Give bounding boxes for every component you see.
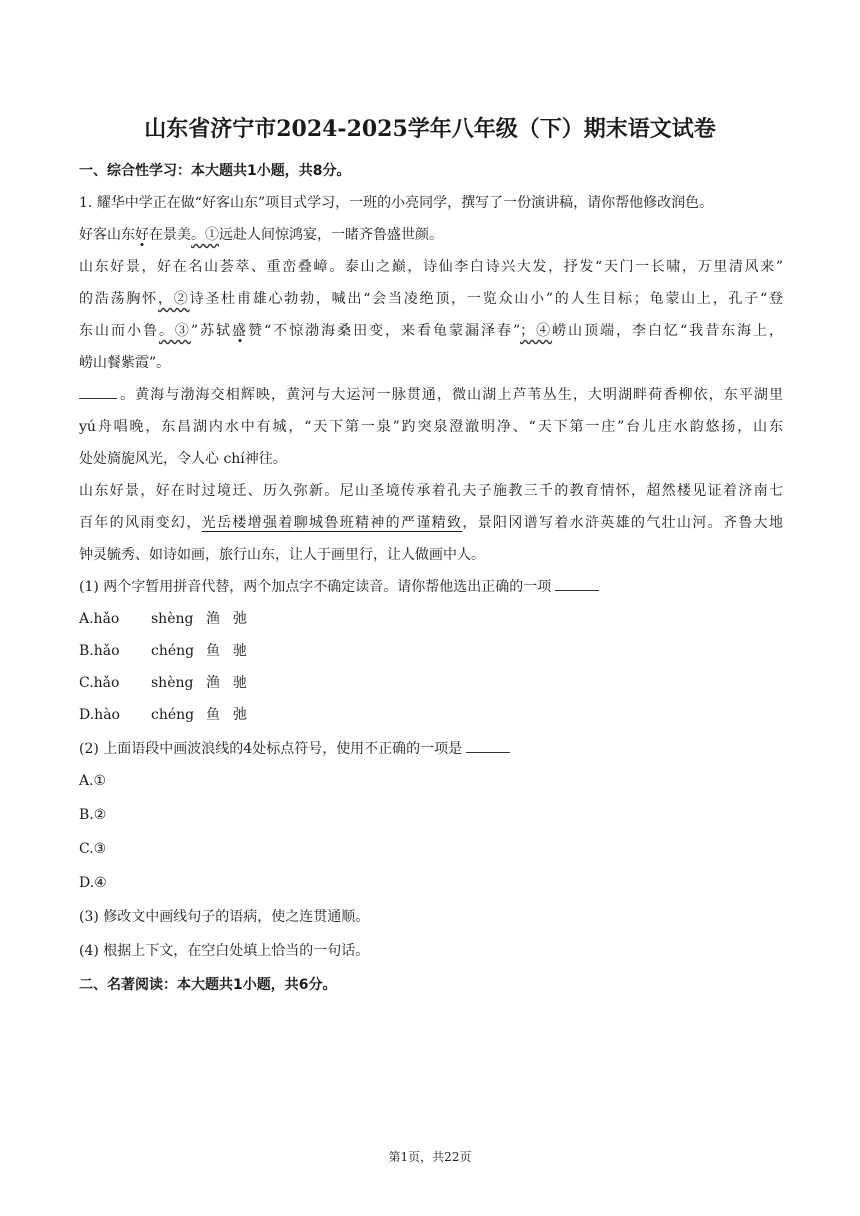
text-span: 东山而小鲁 <box>79 323 159 339</box>
text-span: 好客山东 <box>79 227 135 243</box>
passage-line <box>79 283 783 315</box>
passage-line: 山东好景，好在时过境迁、历久弥新。尼山圣境传承着孔夫子施教三千的教育情怀，超然楼见证着济南七 <box>79 483 783 499</box>
passage-line: yú舟唱晚，东昌湖内水中有城，“天下第一泉”趵突泉澄澈明净、“天下第一庄”台儿庄水韵悠扬，山东 <box>79 419 783 435</box>
option-row-b[interactable] <box>79 635 783 667</box>
section-heading-2: 二、名著阅读：本大题共1小题，共6分。 <box>79 977 337 993</box>
text-span: 诗圣杜甫雄心勃勃，喊出“会当凌绝顶，一览众山小”的人生目标；龟蒙山上，孔子“登 <box>189 291 784 307</box>
option-text: chéng <box>151 643 195 659</box>
option-text: 驰 <box>233 643 247 659</box>
option-b[interactable]: B.② <box>79 807 107 823</box>
passage-line: 崂山餐紫霞”。 <box>79 355 171 371</box>
text-span: 崂山顶端，李白忆“我昔东海上， <box>552 323 784 339</box>
passage-line <box>79 219 783 251</box>
text-span: 赞“不惊渤海桑田变，来看龟蒙漏泽春” <box>248 323 521 339</box>
option-d[interactable]: D.④ <box>79 875 107 891</box>
passage-line: 山东好景，好在名山荟萃、重峦叠嶂。泰山之巅，诗仙李白诗兴大发，抒发“天门一长啸，万里清风来” <box>79 259 783 275</box>
text-span: ，景阳冈谱写着水浒英雄的气壮山河。齐鲁大地 <box>462 515 784 531</box>
option-row-d[interactable] <box>79 699 783 731</box>
passage-line: 钟灵毓秀、如诗如画，旅行山东，让人于画里行，让人做画中人。 <box>79 547 485 563</box>
text-span: 。黄海与渤海交相辉映，黄河与大运河一脉贯通，微山湖上芦苇丛生，大明湖畔荷香柳依，东平湖里 <box>119 387 783 403</box>
option-text: 驰 <box>233 675 247 691</box>
answer-blank[interactable] <box>555 576 599 591</box>
option-text: shèng <box>151 675 194 691</box>
option-text: 鱼 <box>206 643 220 659</box>
text-span: 的浩荡胸怀 <box>79 291 158 307</box>
option-text: shèng <box>151 611 194 627</box>
option-text: B.hǎo <box>79 643 120 659</box>
text-span: 远赴人间惊鸿宴，一睹齐鲁盛世颜。 <box>219 227 443 243</box>
option-text: 鱼 <box>206 707 220 723</box>
option-text: chéng <box>151 707 195 723</box>
option-text: 弛 <box>233 611 247 627</box>
fill-in-blank[interactable] <box>79 384 117 399</box>
answer-blank[interactable] <box>466 738 510 753</box>
question-text: (2) 上面语段中画波浪线的4处标点符号，使用不正确的一项是 <box>79 741 463 757</box>
question-intro: 1. 耀华中学正在做“好客山东”项目式学习，一班的小亮同学，撰写了一份演讲稿，请你帮他修改润色。 <box>79 195 714 211</box>
passage-line: 处处旖旎风光，令人心 chí神往。 <box>79 451 287 467</box>
wavy-punctuation-4: ；④ <box>520 323 553 339</box>
option-text: D.hào <box>79 707 120 723</box>
question-text: (1) 两个字暂用拼音代替，两个加点字不确定读音。请你帮他选出正确的一项 <box>79 579 552 595</box>
option-text: 弛 <box>233 707 247 723</box>
option-row-c[interactable] <box>79 667 783 699</box>
passage-line <box>79 379 783 411</box>
text-span: ”苏轼 <box>190 323 233 339</box>
passage-line <box>79 507 783 539</box>
underlined-sentence: 光岳楼增强着聊城鲁班精神的严谨精致 <box>201 515 463 531</box>
option-text: A.hǎo <box>79 611 120 627</box>
wavy-punctuation-3: 。③ <box>158 323 191 339</box>
passage-line <box>79 315 783 347</box>
page-number: 第1页，共22页 <box>388 1150 472 1164</box>
dotted-char: 盛 <box>232 323 249 339</box>
text-span: 在景美 <box>149 227 191 243</box>
option-row-a[interactable] <box>79 603 783 635</box>
wavy-punctuation-2: ，② <box>157 291 190 307</box>
option-c[interactable]: C.③ <box>79 841 107 857</box>
wavy-punctuation-1: 。① <box>191 227 219 243</box>
sub-question-4: (4) 根据上下文，在空白处填上恰当的一句话。 <box>79 943 370 959</box>
sub-question-3: (3) 修改文中画线句子的语病，使之连贯通顺。 <box>79 909 370 925</box>
page-title: 山东省济宁市2024-2025学年八年级（下）期末语文试卷 <box>144 116 716 142</box>
section-heading-1: 一、综合性学习：本大题共1小题，共8分。 <box>79 163 351 179</box>
option-a[interactable]: A.① <box>79 773 107 789</box>
sub-question-2 <box>79 733 783 765</box>
exam-content <box>79 155 783 1001</box>
option-text: 渔 <box>206 611 220 627</box>
dotted-char: 好 <box>135 227 149 243</box>
sub-question-1 <box>79 571 783 603</box>
text-span: 百年的风雨变幻， <box>79 515 202 531</box>
option-text: 渔 <box>206 675 220 691</box>
option-text: C.hǎo <box>79 675 120 691</box>
